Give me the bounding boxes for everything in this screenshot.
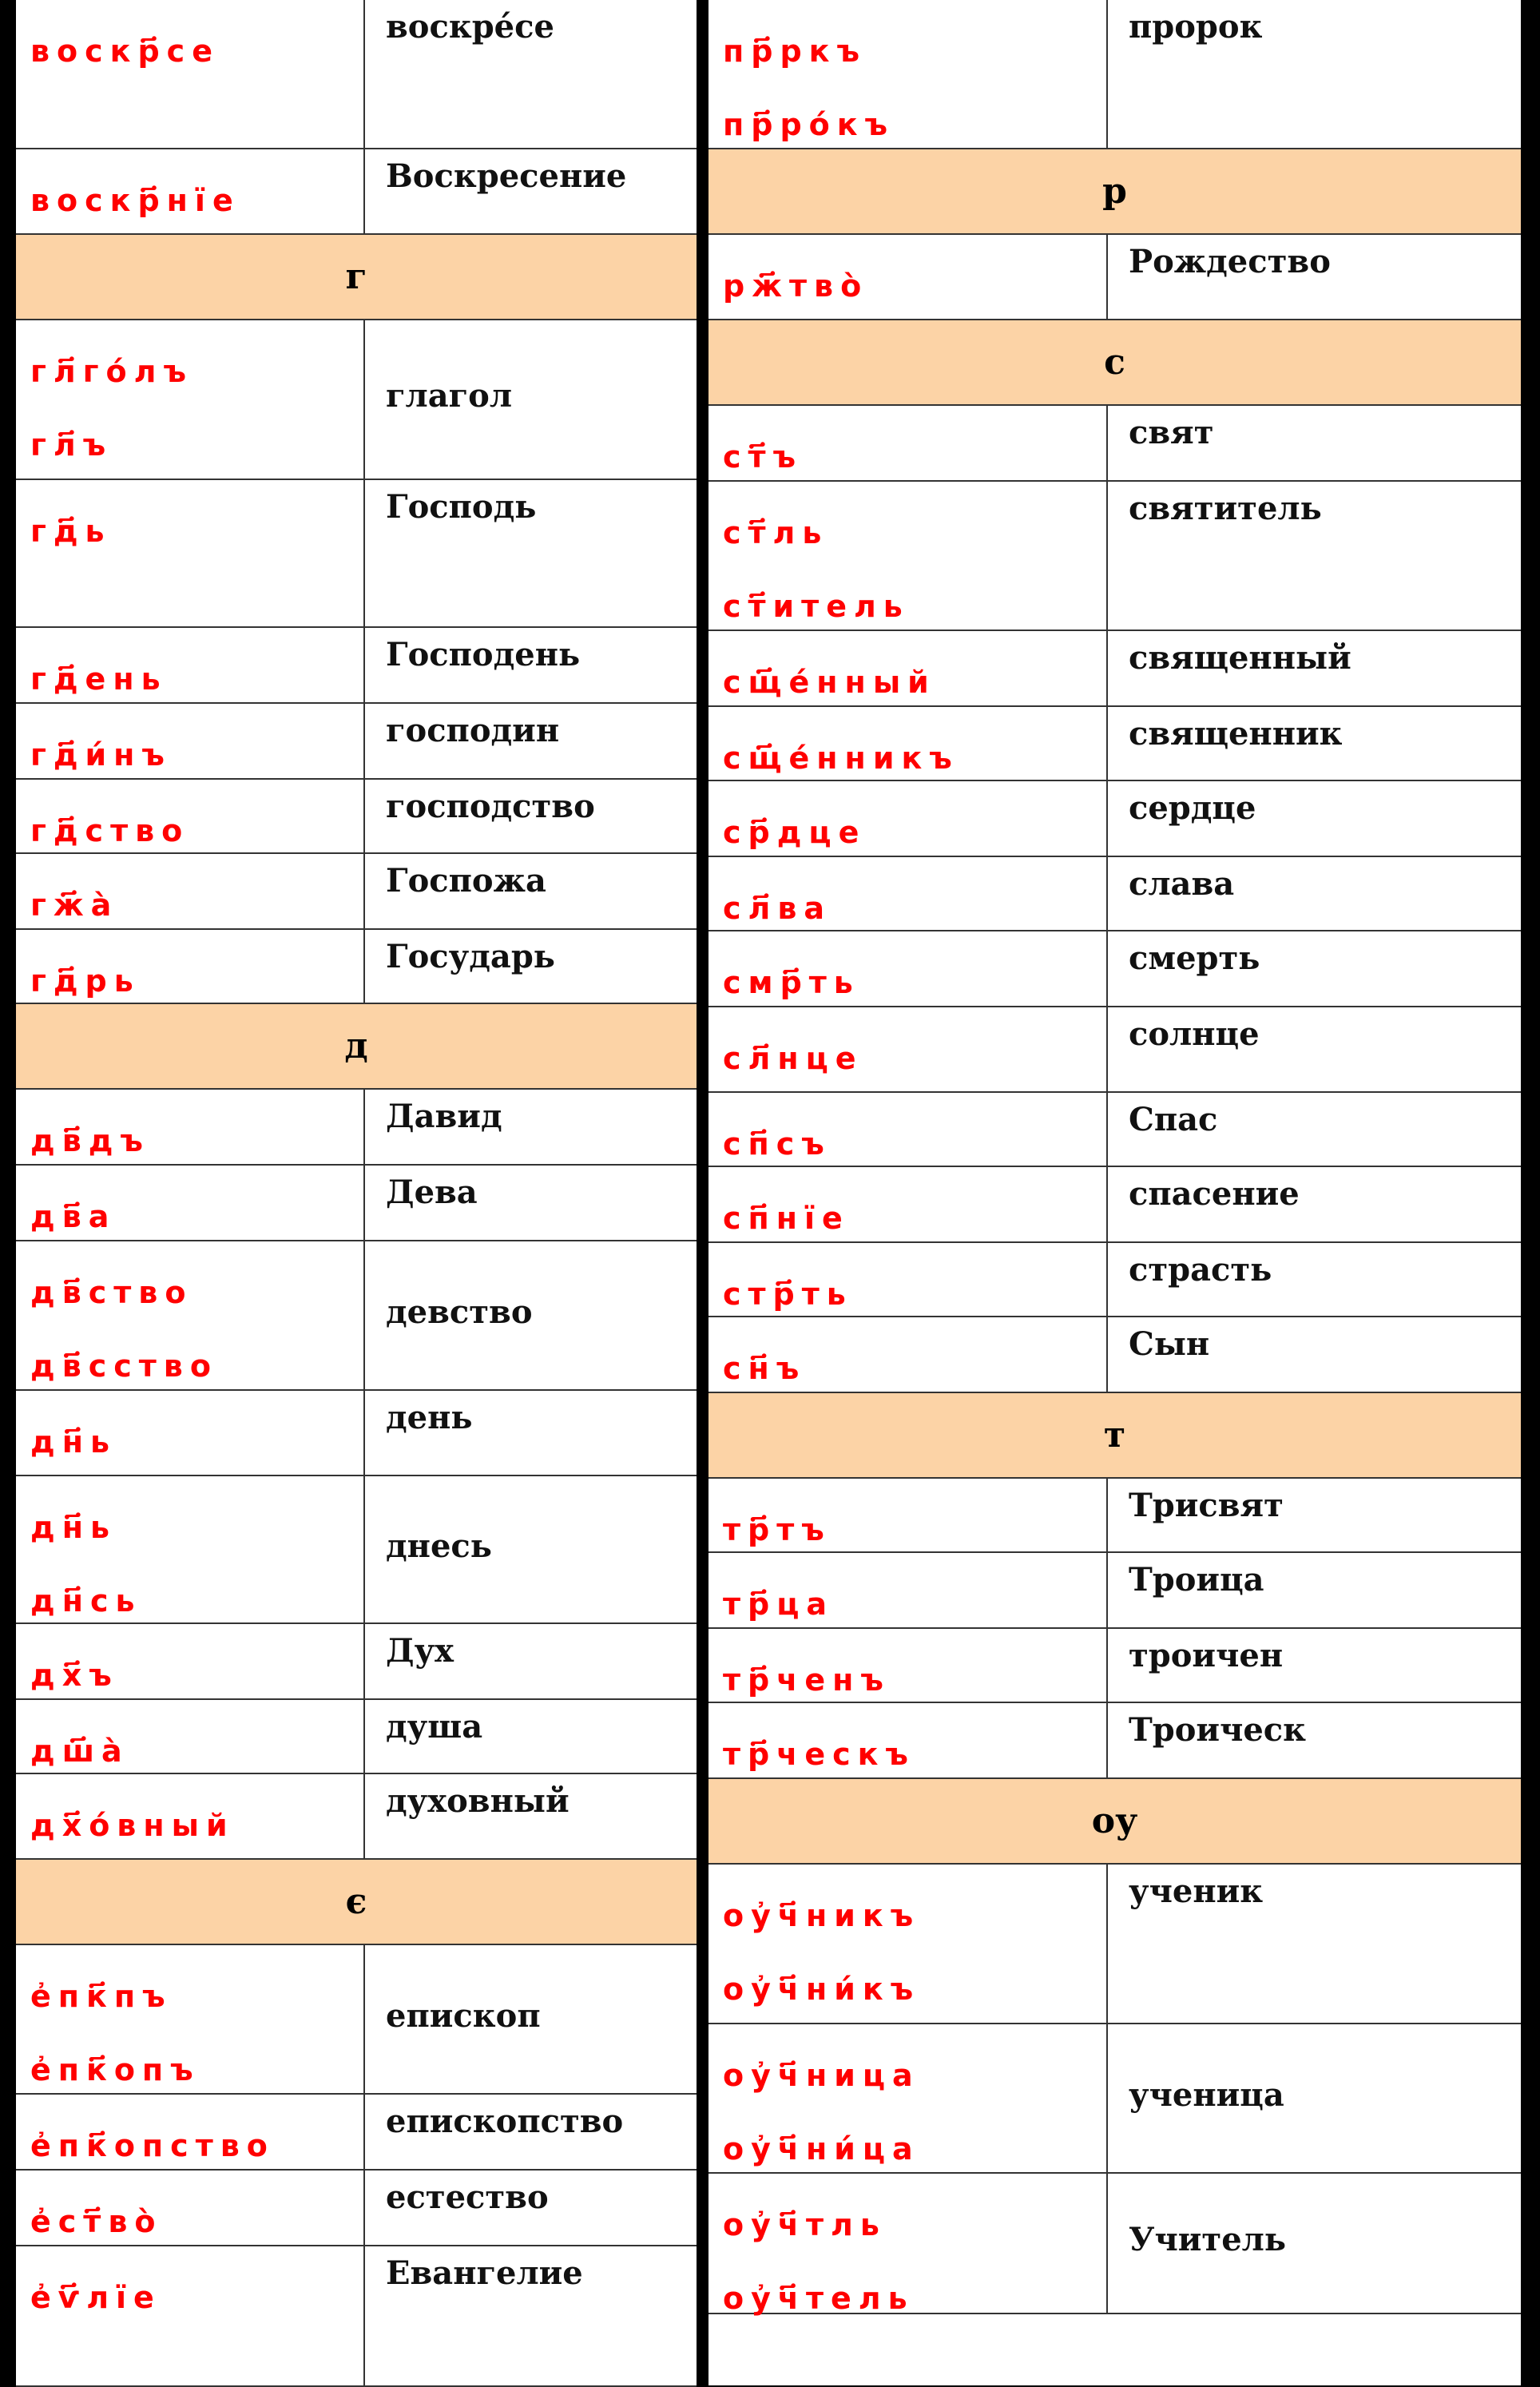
slavonic-word: сл҃ва [723, 891, 832, 926]
russian-cell [1108, 781, 1521, 856]
dictionary-row [708, 631, 1521, 707]
russian-word: Дух [386, 1632, 454, 1670]
slavonic-cell [16, 1700, 365, 1773]
russian-word: Воскресение [386, 157, 627, 195]
section-letter: г [345, 256, 367, 297]
dictionary-row [16, 1774, 697, 1860]
slavonic-word: гд҃рь [30, 963, 141, 999]
dictionary-row [16, 704, 697, 780]
slavonic-word: сн҃ъ [723, 1351, 807, 1386]
slavonic-word: ст҃итель [723, 589, 910, 624]
russian-cell [365, 1090, 697, 1164]
section-letter: с [1104, 342, 1125, 383]
slavonic-word: дх҃о́вный [30, 1808, 235, 1843]
russian-word: духовный [386, 1782, 570, 1820]
russian-cell [1108, 1317, 1521, 1392]
slavonic-cell [16, 2171, 365, 2245]
slavonic-word: сп҃съ [723, 1126, 832, 1162]
dictionary-row [708, 1167, 1521, 1243]
dictionary-row [708, 1093, 1521, 1167]
dictionary-row [708, 1243, 1521, 1317]
slavonic-word: гд҃ство [30, 813, 190, 848]
russian-cell [365, 1391, 697, 1475]
slavonic-word: гд҃ень [30, 661, 168, 697]
section-header [708, 320, 1521, 406]
section-letter: р [1102, 171, 1127, 212]
russian-word: священный [1129, 639, 1351, 677]
dictionary-row [708, 0, 1521, 149]
russian-cell [365, 930, 697, 1003]
slavonic-cell [708, 707, 1108, 780]
slavonic-word: оу҆ч҃ни́ца [723, 2131, 920, 2167]
russian-word: спасение [1129, 1175, 1300, 1213]
russian-cell [1108, 1167, 1521, 1241]
slavonic-word: сл҃нце [723, 1041, 863, 1076]
dictionary-row [16, 1391, 697, 1476]
dictionary-row [16, 480, 697, 628]
section-header [708, 1393, 1521, 1479]
russian-word: господство [386, 788, 595, 825]
slavonic-cell [16, 320, 365, 479]
slavonic-word: воскр҃се [30, 34, 220, 69]
russian-cell [1108, 406, 1521, 480]
slavonic-word: оу҆ч҃никъ [723, 1898, 921, 1933]
russian-word: слава [1129, 865, 1235, 903]
section-header [708, 149, 1521, 235]
dictionary-row [708, 707, 1521, 781]
russian-cell [1108, 2024, 1521, 2172]
dictionary-row [708, 1703, 1521, 1779]
russian-word: день [386, 1399, 473, 1436]
russian-word: солнце [1129, 1015, 1260, 1053]
slavonic-cell [16, 1945, 365, 2093]
russian-word: глагол [386, 377, 513, 415]
russian-cell [365, 628, 697, 702]
slavonic-word: гд҃и́нъ [30, 737, 172, 772]
russian-cell [365, 2171, 697, 2245]
russian-cell [365, 480, 697, 626]
russian-cell [365, 2246, 697, 2385]
russian-cell [1108, 1007, 1521, 1091]
dictionary-row [708, 406, 1521, 482]
russian-cell [365, 704, 697, 778]
russian-word: ученик [1129, 1873, 1264, 1910]
russian-cell [365, 320, 697, 479]
dictionary-row [708, 781, 1521, 857]
dictionary-row [708, 1479, 1521, 1553]
dictionary-row [708, 857, 1521, 931]
russian-cell [365, 149, 697, 233]
slavonic-word: дв҃ство [30, 1275, 193, 1310]
dictionary-row [16, 1700, 697, 1774]
russian-word: священник [1129, 715, 1343, 753]
slavonic-cell [16, 854, 365, 928]
dictionary-row [708, 1553, 1521, 1629]
russian-word: свят [1129, 414, 1214, 451]
dictionary-row [708, 482, 1521, 631]
dictionary-row [708, 1007, 1521, 1093]
slavonic-word: гл҃го́лъ [30, 354, 194, 389]
slavonic-word: сщ҃е́нникъ [723, 741, 959, 776]
russian-word: Госпожа [386, 862, 546, 900]
slavonic-cell [708, 2174, 1108, 2316]
slavonic-cell [16, 930, 365, 1003]
slavonic-word: дх҃ъ [30, 1658, 119, 1693]
slavonic-word: пр҃ро́къ [723, 107, 895, 142]
slavonic-cell [708, 2024, 1108, 2172]
russian-cell [365, 2095, 697, 2169]
russian-word: Троица [1129, 1561, 1264, 1599]
russian-cell [1108, 631, 1521, 705]
dictionary-row [16, 2171, 697, 2246]
russian-word: господин [386, 712, 560, 749]
russian-word: ученица [1129, 2075, 1284, 2114]
russian-word: воскре́се [386, 8, 554, 46]
dictionary-row [16, 854, 697, 930]
right-column [708, 0, 1521, 2385]
russian-word: сердце [1129, 789, 1256, 827]
russian-cell [365, 1774, 697, 1858]
dictionary-row [708, 931, 1521, 1007]
slavonic-cell [16, 0, 365, 148]
russian-cell [1108, 235, 1521, 319]
slavonic-cell [16, 1624, 365, 1698]
dictionary-row [16, 320, 697, 480]
russian-word: Господь [386, 488, 537, 526]
russian-cell [1108, 1703, 1521, 1777]
slavonic-word: дв҃а [30, 1199, 117, 1234]
russian-word: Давид [386, 1098, 502, 1135]
slavonic-cell [16, 1391, 365, 1475]
russian-word: епископ [386, 1996, 541, 2035]
russian-cell [365, 854, 697, 928]
russian-word: Учитель [1129, 2221, 1286, 2258]
slavonic-word: стр҃ть [723, 1277, 853, 1312]
russian-cell [1108, 1093, 1521, 1166]
russian-cell [1108, 1553, 1521, 1627]
dictionary-row [16, 1241, 697, 1391]
slavonic-cell [16, 480, 365, 626]
slavonic-cell [708, 1479, 1108, 1551]
russian-cell [365, 780, 697, 852]
slavonic-word: оу҆ч҃ни́къ [723, 1972, 921, 2007]
russian-cell [365, 1945, 697, 2093]
slavonic-word: оу҆ч҃ница [723, 2058, 920, 2093]
slavonic-word: сщ҃е́нный [723, 665, 936, 700]
section-header [16, 235, 697, 320]
section-letter: д [344, 1026, 368, 1066]
section-header [708, 1779, 1521, 1865]
russian-word: смерть [1129, 939, 1260, 977]
russian-word: естество [386, 2178, 549, 2216]
slavonic-word: е҆пк҃опство [30, 2128, 275, 2163]
russian-word: девство [386, 1293, 533, 1331]
russian-cell [365, 1624, 697, 1698]
slavonic-word: тр҃ца [723, 1587, 835, 1622]
slavonic-word: ст҃ъ [723, 439, 804, 475]
slavonic-word: сп҃нїе [723, 1201, 850, 1236]
dictionary-row [708, 2174, 1521, 2314]
russian-word: Рождество [1129, 243, 1331, 280]
slavonic-word: дн҃сь [30, 1583, 142, 1618]
slavonic-word: е҆пк҃опъ [30, 2052, 200, 2087]
slavonic-cell [708, 1629, 1108, 1702]
slavonic-cell [16, 2095, 365, 2169]
russian-cell [1108, 482, 1521, 630]
slavonic-cell [16, 628, 365, 702]
dictionary-row [16, 780, 697, 854]
russian-cell [365, 1166, 697, 1240]
russian-cell [1108, 0, 1521, 148]
russian-word: троичен [1129, 1637, 1284, 1674]
slavonic-word: рж҃тво̀ [723, 268, 869, 304]
slavonic-word: е҆ст҃во̀ [30, 2204, 163, 2239]
slavonic-word: дв҃дъ [30, 1123, 150, 1158]
slavonic-cell [708, 1703, 1108, 1777]
slavonic-cell [708, 1553, 1108, 1627]
slavonic-word: е҆ѵ҃лїе [30, 2280, 161, 2315]
slavonic-cell [708, 406, 1108, 480]
slavonic-word: ст҃ль [723, 515, 829, 550]
slavonic-cell [708, 482, 1108, 630]
section-letter: т [1103, 1415, 1126, 1456]
slavonic-word: е҆пк҃пъ [30, 1979, 173, 2014]
russian-cell [365, 0, 697, 148]
slavonic-cell [708, 931, 1108, 1006]
slavonic-cell [16, 704, 365, 778]
russian-word: Сын [1129, 1325, 1210, 1363]
russian-word: Спас [1129, 1101, 1218, 1138]
dictionary-row [16, 2246, 697, 2387]
section-header [16, 1004, 697, 1090]
slavonic-cell [708, 1007, 1108, 1091]
russian-cell [365, 1241, 697, 1389]
slavonic-cell [708, 857, 1108, 930]
slavonic-word: дн҃ь [30, 1424, 117, 1460]
slavonic-cell [708, 1317, 1108, 1392]
russian-cell [365, 1476, 697, 1622]
russian-word: епископство [386, 2103, 624, 2140]
slavonic-word: гл҃ъ [30, 427, 113, 463]
slavonic-cell [16, 780, 365, 852]
section-letter: є [345, 1881, 367, 1922]
slavonic-word: тр҃тъ [723, 1512, 832, 1547]
russian-cell [1108, 2174, 1521, 2313]
slavonic-cell [16, 1476, 365, 1622]
dictionary-row [708, 1317, 1521, 1393]
dictionary-row [16, 1476, 697, 1624]
russian-cell [1108, 1865, 1521, 2023]
russian-word: Дева [386, 1174, 478, 1211]
dictionary-row [708, 1865, 1521, 2024]
dictionary-row [16, 1090, 697, 1166]
slavonic-cell [16, 1241, 365, 1389]
slavonic-cell [708, 1093, 1108, 1166]
slavonic-word: тр҃ченъ [723, 1662, 891, 1698]
slavonic-word: дш҃а̀ [30, 1734, 129, 1769]
dictionary-row [16, 1945, 697, 2095]
section-letter: оу [1091, 1801, 1138, 1841]
slavonic-cell [708, 1865, 1108, 2023]
slavonic-word: гд҃ь [30, 514, 112, 549]
dictionary-row [16, 1624, 697, 1700]
russian-cell [1108, 1629, 1521, 1702]
slavonic-word: оу҆ч҃тль [723, 2207, 887, 2242]
section-header [16, 1860, 697, 1945]
russian-cell [1108, 857, 1521, 930]
dictionary-row [16, 0, 697, 149]
russian-cell [1108, 1479, 1521, 1551]
slavonic-cell [16, 1166, 365, 1240]
slavonic-word: ср҃дце [723, 815, 867, 850]
slavonic-word: оу҆ч҃тель [723, 2281, 915, 2316]
slavonic-word: гж҃а̀ [30, 888, 119, 923]
russian-word: душа [386, 1708, 483, 1746]
russian-cell [365, 1700, 697, 1773]
slavonic-cell [708, 1167, 1108, 1241]
russian-cell [1108, 931, 1521, 1006]
russian-word: Евангелие [386, 2254, 583, 2292]
dictionary-row [708, 235, 1521, 320]
slavonic-word: смр҃ть [723, 965, 860, 1000]
dictionary-row [708, 1629, 1521, 1703]
dictionary-row [16, 1166, 697, 1241]
left-column [16, 0, 697, 2385]
russian-word: Государь [386, 938, 555, 975]
dictionary-row [16, 628, 697, 704]
slavonic-cell [708, 235, 1108, 319]
slavonic-cell [16, 149, 365, 233]
slavonic-cell [708, 631, 1108, 705]
slavonic-cell [16, 1090, 365, 1164]
russian-word: Троическ [1129, 1711, 1307, 1749]
slavonic-word: дн҃ь [30, 1510, 117, 1545]
dictionary-row [16, 2095, 697, 2171]
slavonic-word: тр҃ческъ [723, 1737, 915, 1772]
russian-cell [1108, 707, 1521, 780]
slavonic-cell [708, 1243, 1108, 1316]
slavonic-cell [16, 1774, 365, 1858]
slavonic-word: дв҃сство [30, 1348, 218, 1384]
russian-word: страсть [1129, 1251, 1272, 1289]
russian-word: пророк [1129, 8, 1263, 46]
russian-word: святитель [1129, 490, 1322, 527]
russian-cell [1108, 1243, 1521, 1316]
slavonic-word: воскр҃нїе [30, 183, 240, 218]
slavonic-cell [708, 0, 1108, 148]
russian-word: днесь [386, 1527, 492, 1565]
dictionary-row [16, 149, 697, 235]
dictionary-row [708, 2024, 1521, 2174]
russian-word: Господень [386, 636, 581, 673]
slavonic-cell [708, 781, 1108, 856]
russian-word: Трисвят [1129, 1487, 1284, 1524]
slavonic-word: пр҃ркъ [723, 34, 867, 69]
slavonic-cell [16, 2246, 365, 2385]
dictionary-row [16, 930, 697, 1004]
